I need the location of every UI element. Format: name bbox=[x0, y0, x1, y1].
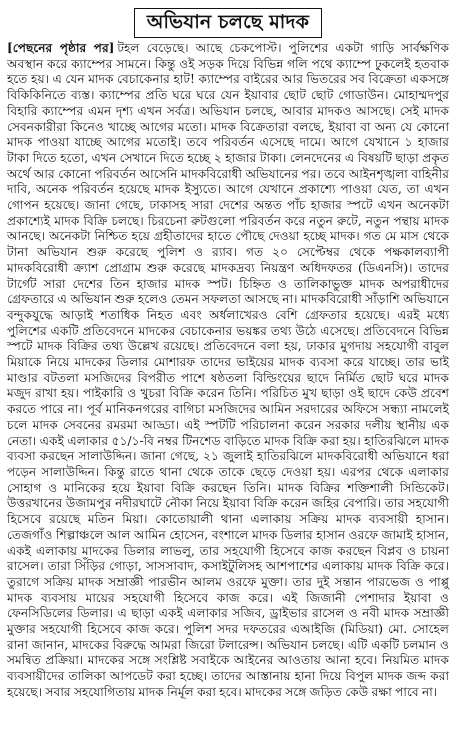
article-headline: অভিযান চলছে মাদক bbox=[134, 8, 322, 38]
article-body bbox=[7, 41, 449, 701]
article-body-text: টহল বেড়েছে। আছে চেকপোস্ট। পুলিশের একটা গাড়ি সার্বক্ষণিক অবস্থান করে ক্যাম্পের সামনে। কিন্তু ওই সড়ক দিয়ে বিভিন্ন গলি পথে ক্যাম্পে ঢুকলেই হতবাক হতে হয়। এ যেন মাদক বেচাকেনার হাট! ক্যাম্পের বাইরের আর ভিতরের সব বিক্রেতা একসঙ্গে বিকিকিনিতে ব্যস্ত। ক্যাম্পের প্রতি ঘরে ঘরে যেন ইয়াবার ছোট ছোট গোডাউন। মোহাম্মদপুর বিহারি ক্যাম্পের এমন দৃশ্য এখন সর্বত্র। অভিযান চলছে, আবার মাদকও আসছে। সেই মাদক সেবনকারীরা কিনেও খাচ্ছে আগের মতো। মাদক বিক্রেতারা বলছে, ইয়াবা বা অন্য যে কোনো মাদক পাওয়া যাচ্ছে আগের মতোই। তবে পরিবর্তন এসেছে দামে। আগে যেখানে ১ হাজার টাকা দিতে হতো, এখন সেখানে দিতে হচ্ছে ২ হাজার টাকা। লেনদেনের এ বিষয়টি ছাড়া প্রকৃত অর্থে আর কোনো পরিবর্তন আসেনি মাদকবিরোধী অভিযানের পর। তবে আইনশৃঙ্খলা বাহিনীর দাবি, অনেক পরিবর্তন হয়েছে মাদক ইস্যুতে। আগে যেখানে প্রকাশ্যে পাওয়া যেত, তা এখন গোপন হয়েছে। জানা গেছে, ঢাকাসহ সারা দেশের অন্তত পাঁচ হাজার স্পটে এখন অনেকটা প্রকাশ্যেই মাদক বিক্রি চলছে। চিরচেনা রুটগুলো পরিবর্তন করে নতুন রুটে, নতুন পন্থায় মাদক আনছে। অনেকটা নিশ্চিত হয়ে গ্রহীতাদের হাতে পৌছে দেওয়া হচ্ছে মাদক। গত মে মাস থেকে টানা অভিযান শুরু করেছে পুলিশ ও র‌্যাব। গত ২০ সেপ্টেম্বর থেকে পক্ষকালব্যাপী মাদকবিরোধী ক্র্যাশ প্রোগ্রাম শুরু করেছে মাদকদ্রব্য নিয়ন্ত্রণ অধিদফতর (ডিএনসি)। তাদের টার্গেট সারা দেশের তিন হাজার মাদক স্পট। চিহ্নিত ও তালিকাভুক্ত মাদক অপরাধীদের গ্রেফতারে এ অভিযান শুরু হলেও তেমন সফলতা আসছে না। মাদকবিরোধী সাঁড়াশি অভিযানে বন্দুকযুদ্ধে আড়াই শতাধিক নিহত এবং অর্ধলাখেরও বেশি গ্রেফতার হয়েছে। এরই মধ্যে পুলিশের একটি প্রতিবেদনে মাদকের বেচাকেনার ভয়ঙ্কর তথ্য উঠে এসেছে। প্রতিবেদনে বিভিন্ন স্পটে মাদক বিক্রির তথ্য উল্লেখ রয়েছে। প্রতিবেদনে বলা হয়, ঢাকার মুগদায় সহযোগী বাবুল মিয়াকে নিয়ে মাদকের ডিলার মোশারফ তাদের ভাইয়ের মাদক ব্যবসা করে যাচ্ছে। তার ভাই মাণ্ডার বটতলা মসজিদের বিপরীত পাশে ষষ্ঠতলা বিল্ডিংয়ের ছাদে নির্মিত ছোট ঘরে মাদক মজুদ রাখা হয়। পাইকারি ও খুচরা বিক্রি করেন তিনি। পরিচিত মুখ ছাড়া ওই ছাদে কেউ প্রবেশ করতে পারে না। পূর্ব মানিকনগরের বাগিচা মসজিদের আমিন সরদারের অফিসে সন্ধ্যা নামলেই চলে মাদক সেবনের রমরমা আড্ডা। এই স্পটটি পরিচালনা করেন সরকার দলীয় স্থানীয় এক নেতা। একই এলাকার ৫১/১-বি নম্বর টিনশেড বাড়িতে মাদক বিক্রি করা হয়। হাতিরঝিলে মাদক ব্যবসা করছেন সালাউদ্দিন। জানা গেছে, ২১ জুলাই হাতিরঝিলে মাদকবিরোধী অভিযানে ধরা পড়েন সালাউদ্দিন। কিন্তু রাতে থানা থেকে তাকে ছেড়ে দেওয়া হয়। এরপর থেকে এলাকার সোহাগ ও মানিকের হয়ে ইয়াবা বিক্রি করছেন তিনি। মাদক বিক্রির শক্তিশালী সিন্ডিকেট। উত্তরখানের উজামপুর নদীরঘাটে নৌকা নিয়ে ইয়াবা বিক্রি করেন জহির বেপারি। তার সহযোগী হিসেবে রয়েছে মতিন মিয়া। কোতোয়ালী থানা এলাকায় সক্রিয় মাদক ব্যবসায়ী হাসান। তেজগাঁও শিল্পাঞ্চলে আল আমিন হোসেন, বংশালে মাদক ডিলার হাসান ওরফে জামাই হাসান, একই এলাকায় মাদকের ডিলার লাভলু, তার সহযোগী হিসেবে কাজ করছেন বিপ্লব ও চায়না রাসেল। তারা সিঁড়ির গোড়া, সাসসাবাদ, কসাইটুলিসহ আশপাশের এলাকায় মাদক বিক্রি করে। তুরাগে সক্রিয় মাদক সম্রাজ্ঞী পারভীন আলম ওরফে মুক্তা। তার দুই সন্তান পারভেজ ও পাপ্পু মাদক ব্যবসায় মায়ের সহযোগী হিসেবে কাজ করে। এই জিজানী পেশাদার ইয়াবা ও ফেনসিডিলের ডিলার। এ ছাড়া একই এলাকার সজিব, ড্রাইভার রাসেল ও নবী মাদক সম্রাজ্ঞী মুক্তার সহযোগী হিসেবে কাজ করে। পুলিশ সদর দফতরের এআইজি (মিডিয়া) মো. সোহেল রানা জানান, মাদকের বিরুদ্ধে আমরা জিরো টলারেন্স। অভিযান চলছে। এটি একটি চলমান ও সমন্বিত প্রক্রিয়া। মাদকের সঙ্গে সংশ্লিষ্ট সবাইকে আইনের আওতায় আনা হবে। নিয়মিত মাদক ব্যবসায়ীদের তালিকা আপডেট করা হচ্ছে। তাদের আস্তানায় হানা দিয়ে বিপুল মাদক জব্দ করা হয়েছে। সবার সহযোগিতায় মাদক নির্মূল করা হবে। মাদকের সঙ্গে জড়িত কেউ রক্ষা পাবে না। bbox=[7, 41, 449, 699]
continued-from-previous-page-tag: [পেছনের পৃষ্ঠার পর] bbox=[7, 41, 115, 55]
headline-box bbox=[7, 8, 449, 38]
